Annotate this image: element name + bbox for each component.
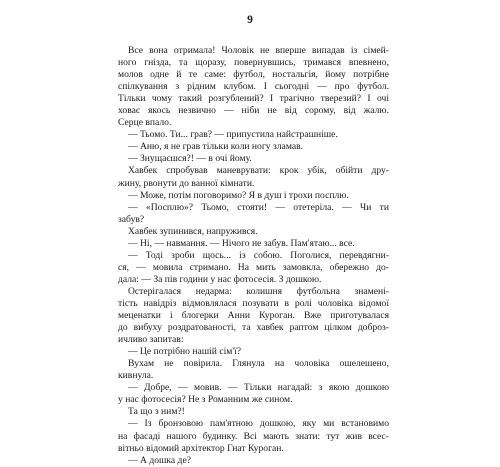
text-line: Все вона отримала! Чоловік не вперше випадав із сімей- (128, 45, 389, 56)
text-line: ичливо запитав: (118, 334, 184, 346)
text-line: — Знущаєшся?! — в очі йому. (128, 153, 252, 165)
text-line: — А дошка де? (128, 454, 191, 466)
text-line: — Ні, — навмання. — Нічого не забув. Пам'ятаю... все. (128, 237, 355, 249)
text-line: — Із бронзовою пам'ятною дошкою, яку ми встановимо (128, 418, 389, 430)
page-number: 9 (247, 14, 253, 26)
text-line: — Це потрібно нашій сім'ї? (128, 346, 241, 358)
text-line: — Тьомо. Ти... грав? — припустила найстрашніше. (128, 129, 338, 141)
text-line: на фасаді нашого будинку. Всі мають знати: тут жив всес- (118, 430, 389, 442)
text-line: Хавбек зупинився, напружився. (128, 225, 258, 237)
text-line: — Може, потім поговоримо? Я в душ і трохи посплю. (128, 189, 349, 201)
text-line: жину, рвонути до ванної кімнати. (118, 177, 255, 189)
text-line: Тільки чому такий розгублений? І трагічно тверезий? І очі (118, 93, 389, 105)
body-text (118, 45, 389, 467)
text-line: кивнула. (118, 370, 154, 382)
text-line: вітньо відомий архітектор Гнат Куроган. (118, 442, 284, 454)
text-line: дала: — За пів години у нас фотосесія. З дошкою. (118, 273, 322, 285)
text-line: — Тоді зроби щось... із собою. Поголися, перевдягни- (128, 249, 389, 261)
text-line: ся, — мовила стримано. На мить замовкла, обережно до- (118, 261, 389, 273)
text-line: ного гнізда, та щоразу, повернувшись, тримався впевнено, (118, 57, 389, 69)
text-line: забув? (118, 213, 145, 225)
text-line: Серце впало. (118, 117, 172, 129)
text-line: Хавбек спробував маневрувати: крок убік, обійти дру- (128, 165, 389, 177)
text-line: спілкування з рідним клубом. І сьогодні — про футбол. (118, 81, 389, 93)
text-line: меценатки і блогерки Анни Куроган. Вже приготувалася (118, 310, 389, 322)
text-line: Вухам не повірила. Глянула на чоловіка ошелешено, (128, 358, 389, 370)
text-line: молов одне й те саме: футбол, ностальгія, йому потрібне (118, 69, 389, 81)
text-line: у нас фотосесія? Не з Романним же сином. (118, 394, 293, 406)
text-line: Та що з ним?! (128, 406, 185, 418)
text-line: тість навідріз відмовлялася позувати в ролі чоловіка відомої (118, 297, 389, 309)
text-line: ховає якось незвично — ніби не від сорому, від жалю. (118, 105, 389, 117)
text-line: — «Посплю»? Тьомо, стояти! — отетеріла. — Чи ти (128, 201, 389, 213)
text-line: — Аню, я не грав тільки коли ногу зламав. (128, 141, 304, 153)
text-line: — Добре, — мовив. — Тільки нагадай: з якою дошкою (128, 382, 389, 394)
text-line: Остерігалася недарма: колишня футбольна знамені- (128, 285, 389, 297)
text-line: до вибуху роздратованості, та хавбек раптом цілком доброз- (118, 322, 389, 334)
